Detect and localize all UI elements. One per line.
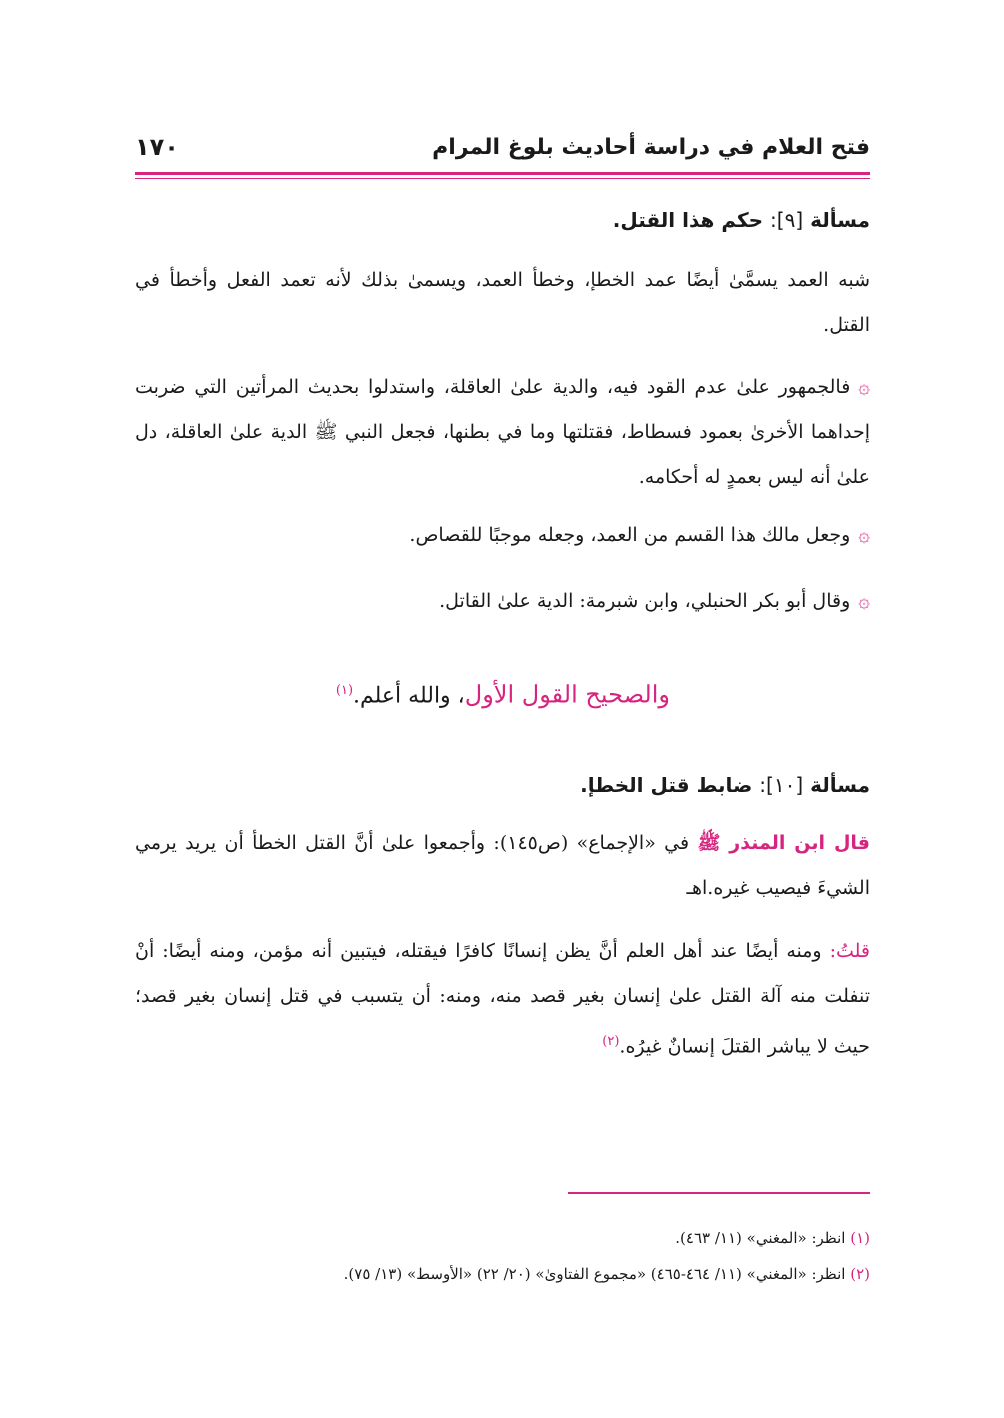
footnote-number: (١) [850, 1229, 870, 1247]
section-title: حكم هذا القتل. [612, 208, 764, 232]
conclusion-rest: ، والله أعلم. [353, 683, 465, 709]
footnote-text: انظر: «المغني» (١١/ ٤٦٣). [675, 1229, 846, 1247]
book-page [135, 0, 870, 1418]
section-number: [٩]: [770, 208, 804, 232]
bullet-item-3 [135, 578, 870, 624]
footnote-divider [568, 1192, 870, 1194]
quote-author: قال ابن المنذر ﷺ [697, 832, 871, 855]
qult-label: قلتُ: [829, 940, 870, 963]
conclusion-highlight: والصحيح القول الأول [464, 680, 670, 709]
page-body [135, 190, 870, 1070]
bullet-item-1 [135, 364, 870, 500]
flower-bullet-icon: ۞ [858, 374, 870, 398]
section-heading-9 [135, 200, 870, 240]
footnote-ref: (٢) [602, 1034, 620, 1050]
page-number: ١٧٠ [135, 133, 179, 161]
paragraph-q9: شبه العمد يسمَّىٰ أيضًا عمد الخطإ، وخطأ العمد، ويسمىٰ بذلك لأنه تعمد الفعل وأخطأ في القتل. [135, 269, 870, 336]
bullet-text: وجعل مالك هذا القسم من العمد، وجعله موجبًا للقصاص. [409, 524, 851, 546]
section-heading-10 [135, 765, 870, 805]
footnote-text: انظر: «المغني» (١١/ ٤٦٤-٤٦٥) «مجموع الفتاوىٰ» (٢٠/ ٢٢) «الأوسط» (١٣/ ٧٥). [343, 1265, 846, 1283]
quote-text: في «الإجماع» (ص١٤٥): وأجمعوا علىٰ أنَّ القتل الخطأ أن يريد يرمي الشيءَ فيصيب غيره.اهـ [135, 832, 870, 900]
section-title: ضابط قتل الخطإ. [580, 773, 753, 798]
header-rule [135, 172, 870, 175]
footnote-2 [135, 1256, 870, 1292]
footnotes [135, 1220, 870, 1292]
quote-paragraph [135, 821, 870, 911]
header-rule-thin [135, 178, 870, 179]
bullet-text: وقال أبو بكر الحنبلي، وابن شبرمة: الدية علىٰ القاتل. [439, 590, 851, 612]
conclusion-line [135, 666, 870, 721]
qult-text: ومنه أيضًا عند أهل العلم أنَّ يظن إنسانًا كافرًا فيقتله، فيتبين أنه مؤمن، ومنه أيضًا: أنْ تنفلت منه آلة القتل علىٰ إنسان بغير قصد منه، ومنه: أن يتسبب في قتل إنسان بغير قصد؛ حيث لا يباشر القتلَ إنسانٌ غيرُه. [135, 940, 870, 1058]
footnote-1 [135, 1220, 870, 1256]
qult-paragraph [135, 929, 870, 1069]
flower-bullet-icon: ۞ [858, 588, 870, 612]
footnote-number: (٢) [850, 1265, 870, 1283]
flower-bullet-icon: ۞ [858, 522, 870, 546]
section-label: مسألة [810, 773, 870, 798]
section-label: مسألة [810, 208, 870, 232]
page-header [135, 122, 870, 172]
bullet-item-2 [135, 512, 870, 558]
bullet-text: فالجمهور علىٰ عدم القود فيه، والدية علىٰ العاقلة، واستدلوا بحديث المرأتين التي ضربت إحداهما الأخرىٰ بعمود فسطاط، فقتلتها وما في بطنها، فجعل النبي ﷺ الدية علىٰ العاقلة، دل علىٰ أنه ليس بعمدٍ له أحكامه. [135, 376, 870, 488]
running-title: فتح العلام في دراسة أحاديث بلوغ المرام [432, 134, 870, 160]
footnote-ref: (١) [335, 683, 354, 698]
section-number: [١٠]: [759, 773, 804, 798]
